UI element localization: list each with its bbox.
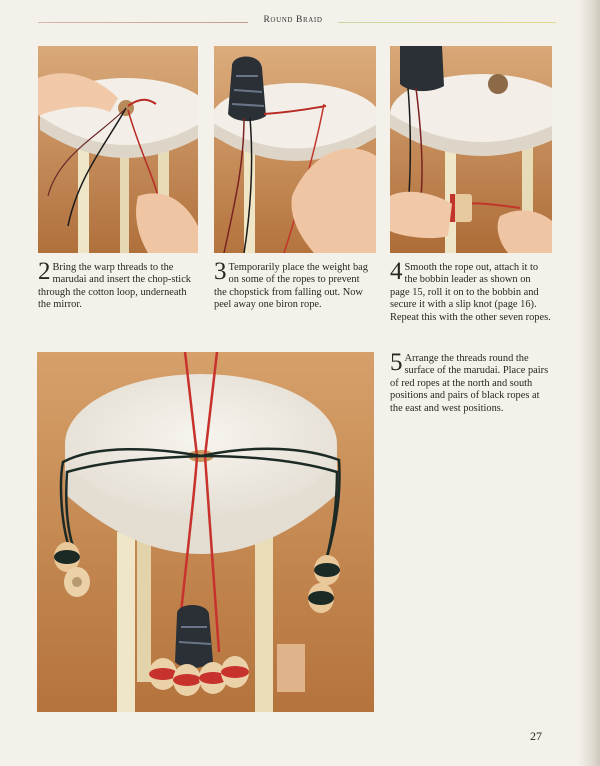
bobbin-right-1 <box>314 555 340 585</box>
bobbin-bottom-1 <box>149 658 177 690</box>
photo-step-4 <box>390 46 552 253</box>
page-number: 27 <box>530 729 542 743</box>
photo-step-2 <box>38 46 198 253</box>
step-number: 3 <box>214 258 227 285</box>
step-text: Arrange the threads round the surface of the marudai. Place pairs of red ropes at the north and south positions and pairs of black ropes at the east and west positions. <box>390 353 549 414</box>
bobbin-right-2 <box>308 583 334 613</box>
header-rule-left <box>38 22 248 23</box>
bobbin-bottom-4 <box>221 656 249 688</box>
step-number: 5 <box>390 349 403 376</box>
photo-step-5 <box>37 352 374 712</box>
photo-step-3 <box>214 46 376 253</box>
step-number: 4 <box>390 258 403 285</box>
step-text: Smooth the rope out, attach it to the bobbin leader as shown on page 15, roll it on to the bobbin and secure it with a slip knot (page 16). Repeat this with the other seven ropes. <box>390 262 551 323</box>
caption-step-3 <box>214 258 374 312</box>
bobbin-left-2 <box>64 567 90 597</box>
step-text: Temporarily place the weight bag on some of the ropes to prevent the chopstick from falling out. Now peel away one biron rope. <box>214 262 368 311</box>
caption-step-5 <box>390 349 554 415</box>
book-gutter-shadow <box>578 0 600 766</box>
caption-step-2 <box>38 258 196 312</box>
caption-step-4 <box>390 258 552 324</box>
bobbin-bottom-2 <box>173 664 201 696</box>
running-head: Round Braid <box>263 15 323 25</box>
step-number: 2 <box>38 258 51 285</box>
header-rule-right <box>338 22 556 23</box>
step-text: Bring the warp threads to the marudai and insert the chop-stick through the cotton loop, underneath the mirror. <box>38 262 191 311</box>
